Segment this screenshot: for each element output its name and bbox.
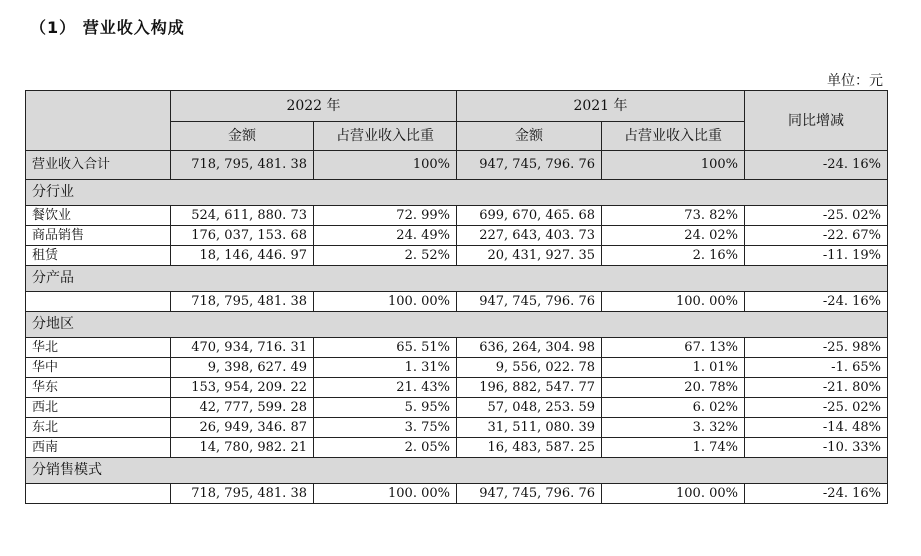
ratio-2022-cell: 24. 49% [314, 226, 457, 246]
category-row [26, 312, 888, 338]
category-row [26, 180, 888, 206]
row-label: 营业收入合计 [26, 151, 171, 180]
header-amount-2021: 金额 [457, 122, 602, 151]
table-row [26, 378, 888, 398]
ratio-2021-cell: 2. 16% [602, 246, 745, 266]
section-title: （1） 营业收入构成 [30, 18, 185, 37]
amount-2022-cell: 18, 146, 446. 97 [171, 246, 314, 266]
ratio-2022-cell: 2. 05% [314, 438, 457, 458]
ratio-2022-cell: 3. 75% [314, 418, 457, 438]
table-row [26, 226, 888, 246]
row-label: 华中 [26, 358, 171, 378]
unit-label: 单位：元 [827, 73, 883, 89]
amount-2021-cell: 20, 431, 927. 35 [457, 246, 602, 266]
amount-2021-cell: 16, 483, 587. 25 [457, 438, 602, 458]
header-ratio-2021: 占营业收入比重 [602, 122, 745, 151]
category-row [26, 266, 888, 292]
table-row [26, 398, 888, 418]
row-label: 华东 [26, 378, 171, 398]
row-label: 租赁 [26, 246, 171, 266]
table-row [26, 358, 888, 378]
ratio-2021-cell: 6. 02% [602, 398, 745, 418]
amount-2022-cell: 153, 954, 209. 22 [171, 378, 314, 398]
ratio-2021-cell: 3. 32% [602, 418, 745, 438]
header-yoy: 同比增减 [745, 91, 888, 151]
amount-2021-cell: 57, 048, 253. 59 [457, 398, 602, 418]
table-row [26, 338, 888, 358]
revenue-composition-table [25, 90, 888, 504]
yoy-cell: -24. 16% [745, 292, 888, 312]
category-title: 分地区 [26, 312, 888, 338]
table-body [26, 151, 888, 504]
table-row [26, 292, 888, 312]
ratio-2021-cell: 100. 00% [602, 292, 745, 312]
amount-2021-cell: 196, 882, 547. 77 [457, 378, 602, 398]
category-title: 分产品 [26, 266, 888, 292]
yoy-cell: -25. 98% [745, 338, 888, 358]
ratio-2022-cell: 100% [314, 151, 457, 180]
category-title: 分行业 [26, 180, 888, 206]
row-label [26, 292, 171, 312]
amount-2022-cell: 718, 795, 481. 38 [171, 484, 314, 504]
row-label: 商品销售 [26, 226, 171, 246]
yoy-cell: -21. 80% [745, 378, 888, 398]
ratio-2022-cell: 21. 43% [314, 378, 457, 398]
ratio-2022-cell: 1. 31% [314, 358, 457, 378]
amount-2022-cell: 524, 611, 880. 73 [171, 206, 314, 226]
total-row [26, 151, 888, 180]
yoy-cell: -1. 65% [745, 358, 888, 378]
ratio-2022-cell: 2. 52% [314, 246, 457, 266]
row-label: 华北 [26, 338, 171, 358]
ratio-2021-cell: 73. 82% [602, 206, 745, 226]
row-label: 餐饮业 [26, 206, 171, 226]
yoy-cell: -24. 16% [745, 151, 888, 180]
row-label: 西南 [26, 438, 171, 458]
ratio-2021-cell: 100% [602, 151, 745, 180]
category-title: 分销售模式 [26, 458, 888, 484]
table-row [26, 484, 888, 504]
row-label [26, 484, 171, 504]
amount-2021-cell: 947, 745, 796. 76 [457, 151, 602, 180]
header-ratio-2022: 占营业收入比重 [314, 122, 457, 151]
amount-2022-cell: 470, 934, 716. 31 [171, 338, 314, 358]
ratio-2022-cell: 100. 00% [314, 292, 457, 312]
table-row [26, 246, 888, 266]
amount-2021-cell: 947, 745, 796. 76 [457, 484, 602, 504]
header-year-2021: 2021 年 [457, 91, 745, 122]
ratio-2022-cell: 65. 51% [314, 338, 457, 358]
ratio-2021-cell: 100. 00% [602, 484, 745, 504]
yoy-cell: -25. 02% [745, 398, 888, 418]
category-row [26, 458, 888, 484]
ratio-2021-cell: 20. 78% [602, 378, 745, 398]
table-header [26, 91, 888, 151]
amount-2021-cell: 31, 511, 080. 39 [457, 418, 602, 438]
table-row [26, 418, 888, 438]
ratio-2022-cell: 100. 00% [314, 484, 457, 504]
header-blank-cell [26, 91, 171, 151]
table-row [26, 206, 888, 226]
amount-2021-cell: 947, 745, 796. 76 [457, 292, 602, 312]
amount-2021-cell: 636, 264, 304. 98 [457, 338, 602, 358]
yoy-cell: -22. 67% [745, 226, 888, 246]
yoy-cell: -10. 33% [745, 438, 888, 458]
amount-2022-cell: 718, 795, 481. 38 [171, 151, 314, 180]
amount-2021-cell: 699, 670, 465. 68 [457, 206, 602, 226]
header-amount-2022: 金额 [171, 122, 314, 151]
amount-2022-cell: 176, 037, 153. 68 [171, 226, 314, 246]
table-row [26, 438, 888, 458]
ratio-2022-cell: 5. 95% [314, 398, 457, 418]
yoy-cell: -24. 16% [745, 484, 888, 504]
header-year-2022: 2022 年 [171, 91, 457, 122]
amount-2021-cell: 9, 556, 022. 78 [457, 358, 602, 378]
ratio-2021-cell: 67. 13% [602, 338, 745, 358]
ratio-2022-cell: 72. 99% [314, 206, 457, 226]
amount-2022-cell: 42, 777, 599. 28 [171, 398, 314, 418]
amount-2022-cell: 718, 795, 481. 38 [171, 292, 314, 312]
row-label: 西北 [26, 398, 171, 418]
ratio-2021-cell: 1. 01% [602, 358, 745, 378]
yoy-cell: -14. 48% [745, 418, 888, 438]
ratio-2021-cell: 1. 74% [602, 438, 745, 458]
amount-2021-cell: 227, 643, 403. 73 [457, 226, 602, 246]
amount-2022-cell: 26, 949, 346. 87 [171, 418, 314, 438]
amount-2022-cell: 9, 398, 627. 49 [171, 358, 314, 378]
row-label: 东北 [26, 418, 171, 438]
yoy-cell: -25. 02% [745, 206, 888, 226]
amount-2022-cell: 14, 780, 982. 21 [171, 438, 314, 458]
ratio-2021-cell: 24. 02% [602, 226, 745, 246]
yoy-cell: -11. 19% [745, 246, 888, 266]
